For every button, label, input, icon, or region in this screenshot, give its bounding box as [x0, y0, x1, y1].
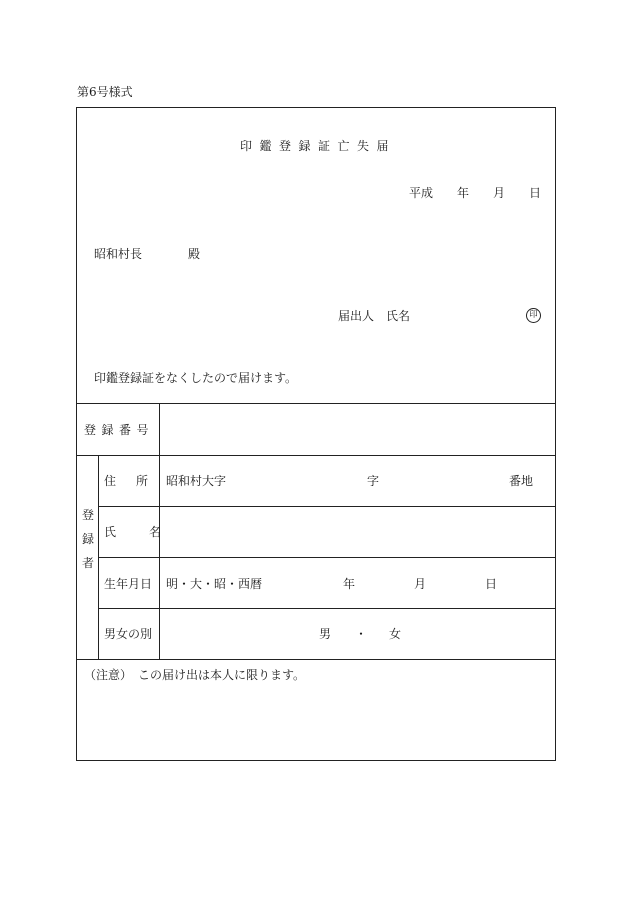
recipient-honorific: 殿 — [188, 247, 201, 261]
date-era: 平成 — [409, 186, 434, 200]
date-year-label: 年 — [457, 186, 470, 200]
note-text: （注意） この届け出は本人に限ります。 — [84, 668, 306, 682]
birth-era-options: 明・大・昭・西暦 — [166, 577, 263, 591]
form-title: 印鑑登録証亡失届 — [240, 139, 397, 153]
address-banchi: 番地 — [509, 474, 534, 488]
recipient-name: 昭和村長 — [94, 247, 143, 261]
birth-month-label: 月 — [414, 577, 427, 591]
sex-male-option: 男 — [319, 627, 332, 641]
registrant-name-label: 氏名 — [104, 525, 195, 539]
applicant-label: 届出人 — [338, 309, 375, 323]
form-number: 第6号様式 — [77, 85, 133, 99]
registration-number-label: 登録番号 — [84, 423, 155, 437]
address-aza: 字 — [367, 474, 380, 488]
sex-separator: ・ — [355, 627, 368, 641]
divider-registrant-column — [98, 455, 99, 659]
divider-name — [98, 557, 556, 558]
applicant-name-label: 氏名 — [386, 309, 411, 323]
date-day-label: 日 — [529, 186, 542, 200]
divider-birth — [98, 608, 556, 609]
birth-date-label: 生年月日 — [104, 577, 153, 591]
address-label: 住所 — [104, 474, 169, 488]
birth-year-label: 年 — [343, 577, 356, 591]
address-prefix: 昭和村大字 — [166, 474, 227, 488]
divider-header — [77, 403, 556, 404]
divider-address — [98, 506, 556, 507]
registrant-label: 登録者 — [81, 508, 94, 570]
birth-day-label: 日 — [485, 577, 498, 591]
divider-sex — [77, 659, 556, 660]
sex-label: 男女の別 — [104, 627, 153, 641]
statement-text: 印鑑登録証をなくしたので届けます。 — [94, 371, 298, 385]
date-month-label: 月 — [493, 186, 506, 200]
sex-female-option: 女 — [389, 627, 402, 641]
divider-registration-number — [77, 455, 556, 456]
seal-mark: 印 — [526, 308, 541, 323]
